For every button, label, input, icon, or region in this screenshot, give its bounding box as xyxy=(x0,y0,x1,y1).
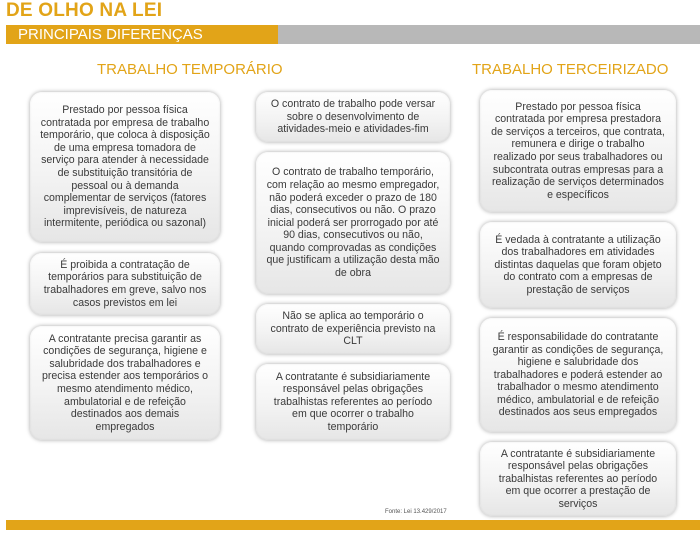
temporario-card-2-text: É proibida a contratação de temporários para substituição de trabalhadores em greve, salvo nos casos previstos em lei xyxy=(43,258,207,309)
temporario-card-3 xyxy=(30,326,220,440)
temporario-card-3-text: A contratante precisa garantir as condições de segurança, higiene e salubridade dos trabalhadores e precisa estender aos temporários o mesmo atendimento médico, ambulatorial e de refeição destinados aos demais empregados xyxy=(41,332,209,433)
terceirizado-card-2 xyxy=(480,222,676,308)
terceirizado-card-2-text: É vedada à contratante a utilização dos trabalhadores em atividades distintas daquelas que foram objeto do contrato com a empresas de prestação de serviços xyxy=(494,233,662,296)
middle-card-2 xyxy=(256,152,450,294)
temporario-card-1-text: Prestado por pessoa física contratada por empresa de trabalho temporário, que coloca à disposição de uma empresa tomadora de serviço para atender à necessidade de substituição transitória de pessoal ou à demanda complementar de serviços (fatores imprevisíveis, de natureza intermitente, periódica ou sazonal) xyxy=(40,104,210,230)
temporario-card-2 xyxy=(30,253,220,315)
middle-card-4 xyxy=(256,364,450,440)
temporario-card-1 xyxy=(30,92,220,242)
column-title-terceirizado: TRABALHO TERCEIRIZADO xyxy=(472,61,669,78)
middle-card-2-text: O contrato de trabalho temporário, com relação ao mesmo empregador, não poderá exceder o prazo de 180 dias, consecutivos ou não. O prazo inicial poderá ser prorrogado por até 90 dias, consecutivos ou não, quando comprovadas as condições que justificam a utilização desta mão de obra xyxy=(266,166,440,280)
page-title: DE OLHO NA LEI xyxy=(6,0,163,21)
middle-card-3 xyxy=(256,304,450,354)
middle-card-1-text: O contrato de trabalho pode versar sobre o desenvolvimento de atividades-meio e atividades-fim xyxy=(270,98,436,136)
page-subtitle: PRINCIPAIS DIFERENÇAS xyxy=(18,26,203,43)
middle-card-3-text: Não se aplica ao temporário o contrato de experiência previsto na CLT xyxy=(270,310,436,348)
column-title-temporario: TRABALHO TEMPORÁRIO xyxy=(97,61,283,78)
middle-card-4-text: A contratante é subsidiariamente responsável pelas obrigações trabalhistas referentes ao período em que ocorrer o trabalho temporário xyxy=(273,370,433,433)
terceirizado-card-1 xyxy=(480,90,676,212)
subtitle-bar xyxy=(6,25,700,44)
terceirizado-card-3-text: É responsabilidade do contratante garantir as condições de segurança, higiene e salubridade dos trabalhadores e poderá estender ao trabalhador o mesmo atendimento médico, ambulatorial e de refeição destinados aos seus empregados xyxy=(492,330,664,419)
source-note: Fonte: Lei 13.429/2017 xyxy=(385,509,447,515)
terceirizado-card-3 xyxy=(480,318,676,432)
middle-card-1 xyxy=(256,92,450,142)
terceirizado-card-4-text: A contratante é subsidiariamente responsável pelas obrigações trabalhistas referentes ao período em que ocorrer a prestação de serviços xyxy=(498,447,658,510)
terceirizado-card-1-text: Prestado por pessoa física contratada por empresa prestadora de serviços a terceiros, que contrata, remunera e dirige o trabalho realizado por seus trabalhadores ou subcontrata outras empresas para a realização de serviços determinados e específicos xyxy=(491,100,665,201)
terceirizado-card-4 xyxy=(480,442,676,516)
bottom-bar xyxy=(6,520,700,530)
